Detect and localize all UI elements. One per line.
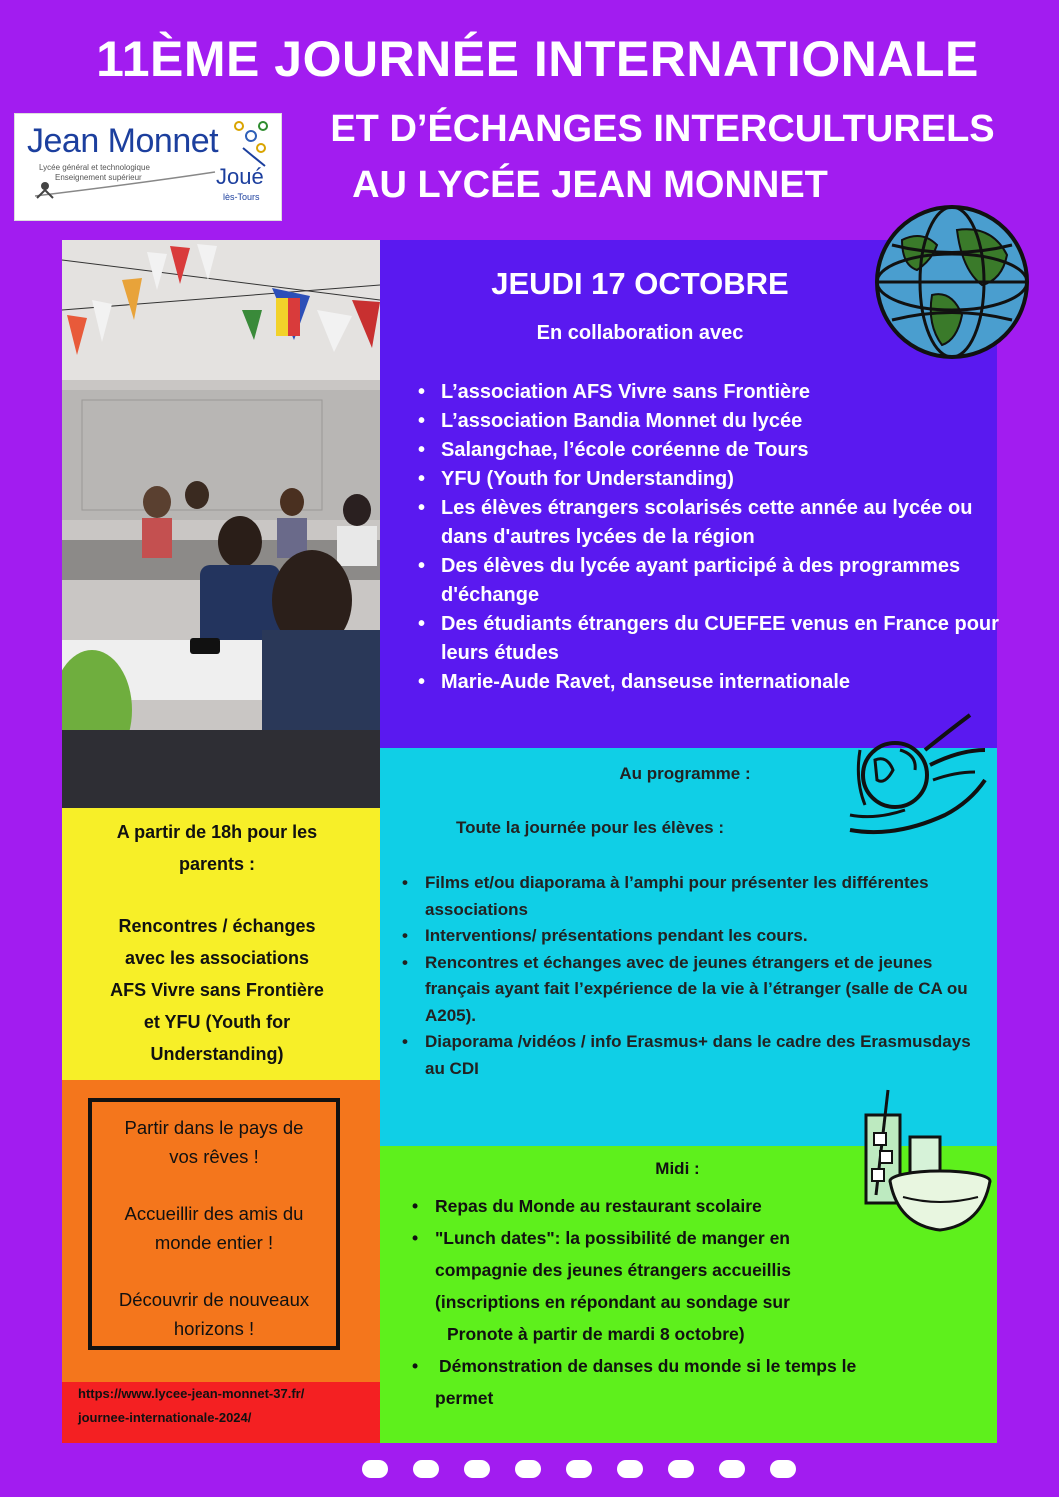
dot: [413, 1460, 439, 1478]
event-link[interactable]: [78, 1382, 378, 1430]
parents-line: et YFU (Youth for: [143, 1012, 291, 1032]
list-item-line: (inscriptions en répondant au sondage sur: [435, 1292, 790, 1312]
hands-holding-earth-icon: [835, 710, 995, 845]
list-item-line: "Lunch dates": la possibilité de manger en: [435, 1228, 790, 1248]
parents-line: parents :: [178, 854, 256, 874]
logo-city-suffix: lès-Tours: [223, 192, 260, 202]
page-subtitle-line1: ET D’ÉCHANGES INTERCULTURELS: [330, 108, 995, 150]
school-logo: [14, 113, 282, 221]
parents-line: Understanding): [150, 1044, 284, 1064]
list-item: • Repas du Monde au restaurant scolaire: [408, 1190, 988, 1222]
link-line[interactable]: https://www.lycee-jean-monnet-37.fr/: [78, 1386, 305, 1401]
list-item-line: permet: [435, 1388, 494, 1408]
event-date: JEUDI 17 OCTOBRE: [491, 266, 789, 301]
list-item: • Les élèves étrangers scolarisés cette année au lycée ou dans d'autres lycées de la région: [414, 494, 1014, 552]
list-item: • L’association Bandia Monnet du lycée: [414, 407, 1014, 436]
slogan-line: horizons !: [173, 1318, 255, 1339]
collaboration-label: En collaboration avec: [536, 322, 744, 344]
slogan-line: Accueillir des amis du: [124, 1203, 304, 1224]
dot: [719, 1460, 745, 1478]
midi-title: Midi :: [655, 1159, 700, 1178]
dot: [515, 1460, 541, 1478]
midi-list: [408, 1190, 988, 1414]
list-item-line: compagnie des jeunes étrangers accueillis: [435, 1260, 791, 1280]
event-photo: [62, 240, 380, 808]
link-line[interactable]: journee-internationale-2024/: [78, 1410, 252, 1425]
slogan-line: Découvrir de nouveaux: [118, 1289, 310, 1310]
list-item-line: Démonstration de danses du monde si le temps le: [439, 1356, 857, 1376]
list-item: • Interventions/ présentations pendant les cours.: [398, 923, 978, 950]
logo-subtitle: Lycée général et technologique: [39, 163, 150, 172]
slogans-text: [88, 1113, 340, 1371]
parents-line: A partir de 18h pour les: [116, 822, 318, 842]
parents-line: avec les associations: [124, 948, 310, 968]
list-item: • Des élèves du lycée ayant participé à des programmes d'échange: [414, 552, 1014, 610]
slogan-line: vos rêves !: [169, 1146, 259, 1167]
slogan: [88, 1113, 340, 1171]
page-subtitle-line2: AU LYCÉE JEAN MONNET: [352, 164, 828, 206]
list-item: • Des étudiants étrangers du CUEFEE venus en France pour leurs études: [414, 610, 1014, 668]
list-item-line: Pronote à partir de mardi 8 octobre): [447, 1324, 745, 1344]
parents-line: AFS Vivre sans Frontière: [110, 980, 324, 1000]
list-item: • YFU (Youth for Understanding): [414, 465, 1014, 494]
list-item: • L’association AFS Vivre sans Frontière: [414, 378, 1014, 407]
list-item: • Salangchae, l’école coréenne de Tours: [414, 436, 1014, 465]
page-title: 11ÈME JOURNÉE INTERNATIONALE: [96, 31, 979, 87]
list-item: • Diaporama /vidéos / info Erasmus+ dans le cadre des Erasmusdays au CDI: [398, 1029, 978, 1082]
dot: [770, 1460, 796, 1478]
list-item: • Films et/ou diaporama à l’amphi pour présenter les différentes associations: [398, 870, 978, 923]
dot: [362, 1460, 388, 1478]
list-item: • Marie-Aude Ravet, danseuse internationale: [414, 668, 1014, 697]
list-item: • Rencontres et échanges avec de jeunes étrangers et de jeunes français ayant fait l’expérience de la vie à l’étranger (salle de CA ou A205).: [398, 950, 978, 1030]
dot: [566, 1460, 592, 1478]
logo-name: Jean Monnet: [27, 122, 219, 160]
programme-title: Au programme :: [619, 764, 751, 783]
programme-list: [398, 870, 978, 1082]
list-item: [408, 1350, 988, 1414]
dot: [617, 1460, 643, 1478]
dot: [464, 1460, 490, 1478]
slogan: [88, 1285, 340, 1343]
logo-city: Joué: [216, 164, 264, 189]
parents-line: Rencontres / échanges: [118, 916, 316, 936]
partners-list: [414, 378, 1014, 697]
logo-subtitle-2: Enseignement supérieur: [55, 173, 142, 182]
slogan-line: Partir dans le pays de: [124, 1117, 304, 1138]
programme-subtitle: Toute la journée pour les élèves :: [456, 818, 724, 837]
dot: [668, 1460, 694, 1478]
slogan-line: monde entier !: [154, 1232, 274, 1253]
decorative-dots: [362, 1460, 796, 1478]
slogan: [88, 1199, 340, 1257]
parents-info: [72, 816, 362, 1070]
list-item: [408, 1222, 988, 1350]
